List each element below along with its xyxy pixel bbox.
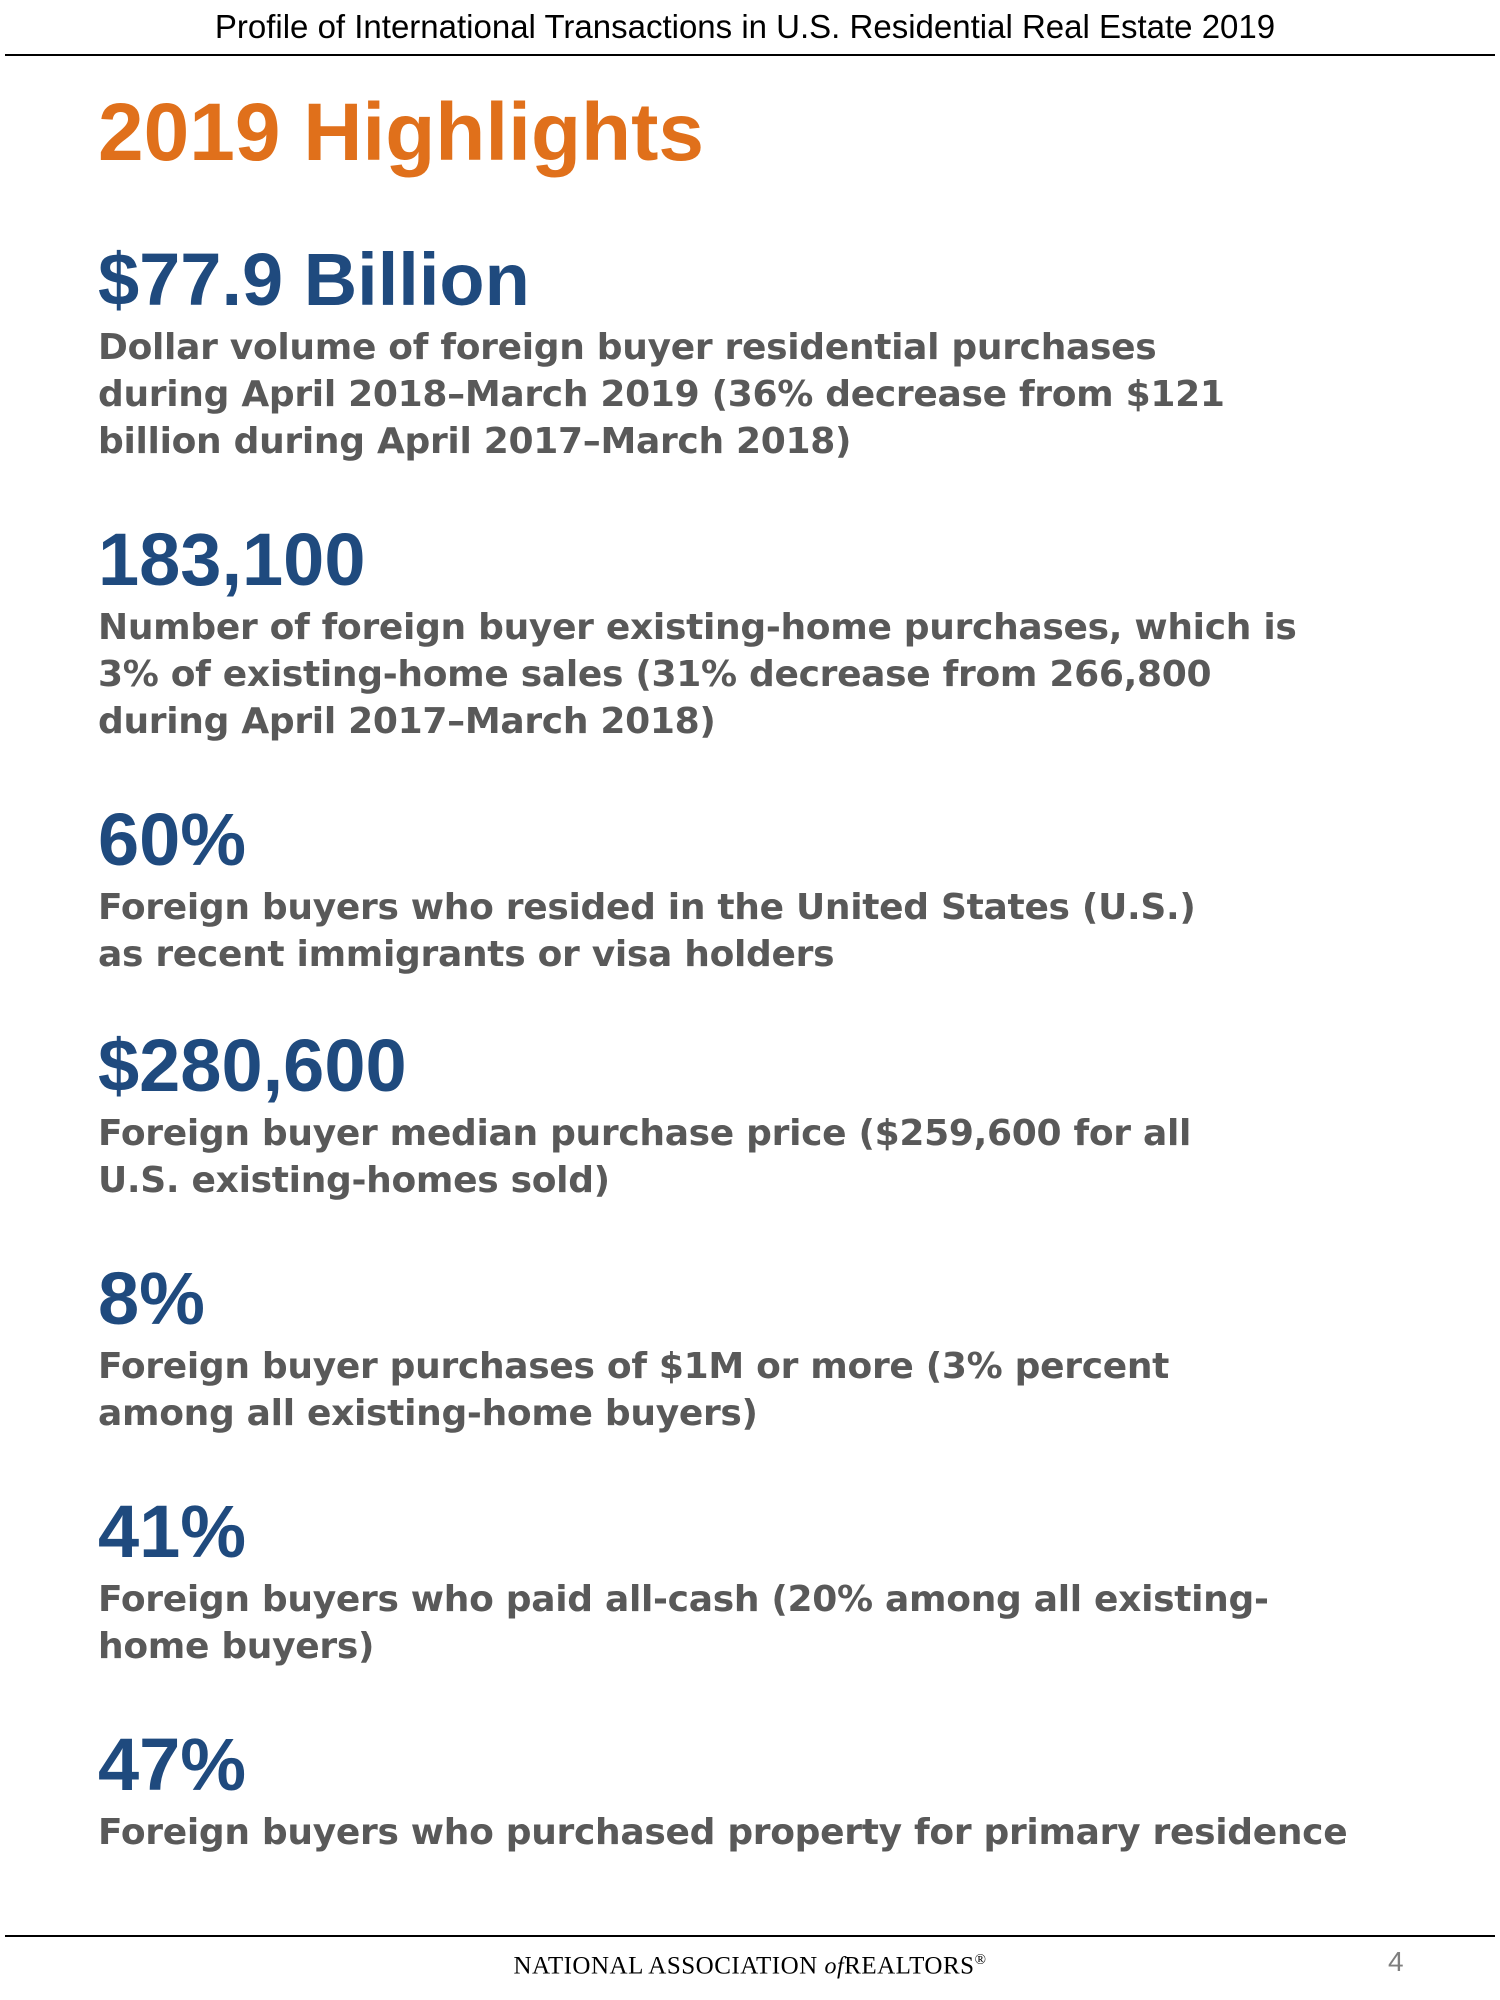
- stat-value: $280,600: [98, 1024, 407, 1107]
- stat-description: Number of foreign buyer existing-home purchases, which is 3% of existing-home sales (31% decrease from 266,800 during April 2017–March 2018): [98, 607, 1297, 742]
- org-name-of: of: [824, 1953, 845, 1980]
- stat-description: Foreign buyers who paid all-cash (20% among all existing-home buyers): [98, 1579, 1269, 1667]
- stat-description: Foreign buyer median purchase price ($259,600 for all U.S. existing-homes sold): [98, 1113, 1192, 1201]
- header-rule: [5, 54, 1495, 56]
- stat-all-cash: [98, 1490, 1348, 1670]
- stat-value: 41%: [98, 1490, 247, 1573]
- stat-dollar-volume: [98, 238, 1348, 465]
- running-header: Profile of International Transactions in U.S. Residential Real Estate 2019: [214, 8, 1276, 45]
- stat-description: Foreign buyers who purchased property for primary residence: [98, 1812, 1348, 1853]
- org-name-part1: NATIONAL ASSOCIATION: [513, 1952, 825, 1980]
- stat-primary-residence: [98, 1723, 1348, 1856]
- stat-us-residents: [98, 798, 1348, 978]
- stat-median-price: [98, 1024, 1348, 1204]
- stat-description: Foreign buyer purchases of $1M or more (3% percent among all existing-home buyers): [98, 1346, 1170, 1434]
- page-number: 4: [1388, 1946, 1404, 1977]
- stat-purchase-count: [98, 518, 1348, 745]
- stat-million-purchases: [98, 1257, 1348, 1437]
- stat-description: Foreign buyers who resided in the United States (U.S.) as recent immigrants or visa holders: [98, 887, 1196, 975]
- stat-description: Dollar volume of foreign buyer residential purchases during April 2018–March 2019 (36% decrease from $121 billion during April 2017–March 2018): [98, 327, 1225, 462]
- page-title: 2019 Highlights: [98, 87, 705, 178]
- stat-value: 183,100: [98, 518, 366, 601]
- stat-value: 47%: [98, 1723, 247, 1806]
- footer-organization: [0, 1952, 1500, 1980]
- stat-value: $77.9 Billion: [98, 238, 530, 321]
- stat-value: 60%: [98, 798, 247, 881]
- stat-value: 8%: [98, 1257, 205, 1340]
- org-name-part2: REALTORS: [844, 1952, 975, 1980]
- registered-mark: ®: [974, 1952, 987, 1968]
- footer-rule: [5, 1935, 1495, 1937]
